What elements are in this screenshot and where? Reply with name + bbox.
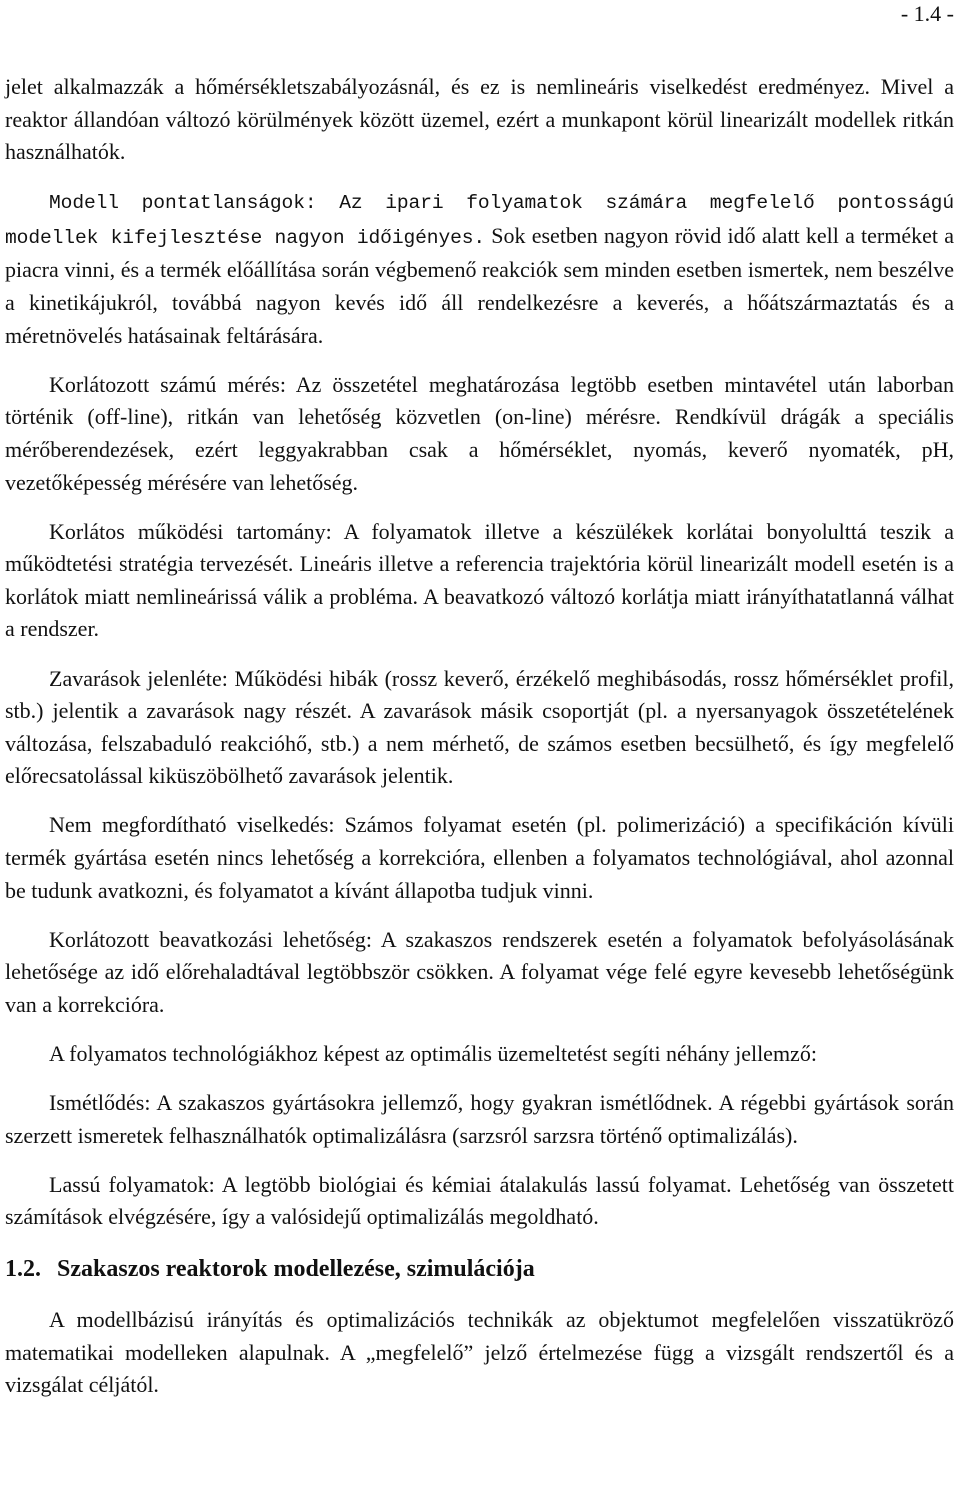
paragraph-model-based-control: A modellbázisú irányítás és optimalizációs technikák az objektumot megfelelően visszatükröző matematikai modelleken alapulnak. A „megfelelő” jelző értelmezése függ a vizsgált rendszertől és a vizsgálat céljától. <box>5 1306 954 1398</box>
paragraph-slow-processes: Lassú folyamatok: A legtöbb biológiai és kémiai átalakulás lassú folyamat. Lehetőség van összetett számítások elvégzésére, így a valósidejű optimalizálás megoldható. <box>5 1171 954 1230</box>
paragraph-irreversible-behavior: Nem megfordítható viselkedés: Számos folyamat esetén (pl. polimerizáció) a specifikáción kívüli termék gyártása esetén nincs lehetőség a korrekcióra, ellenben a folyamatos technológiával, ahol azonnal be tudunk avatkozni, és folyamatot a kívánt állapotba tudjuk vinni. <box>5 812 954 903</box>
paragraph-continuation: jelet alkalmazzák a hőmérsékletszabályozásnál, és ez is nemlineáris viselkedést eredményez. Mivel a reaktor állandóan változó körülmények között üzemel, ezért a munkapont körül linearizált modellek ritkán használhatók. <box>5 74 954 165</box>
page-number: - 1.4 - <box>900 1 954 26</box>
paragraph-limited-measurement: Korlátozott számú mérés: Az összetétel meghatározása legtöbb esetben mintavétel után laborban történik (off-line), ritkán van lehetőség közvetlen (on-line) mérésre. Rendkívül drágák a speciális mérőberendezések, ezért leggyakrabban csak a hőmérséklet, nyomás, keverő nyomaték, pH, vezetőképesség mérésére van lehetőség. <box>5 371 954 495</box>
section-number: 1.2. <box>5 1255 41 1282</box>
section-heading <box>5 1253 954 1285</box>
section-title: Szakaszos reaktorok modellezése, szimulációja <box>57 1255 535 1282</box>
paragraph-model-inaccuracy-body: Sok esetben nagyon rövid idő alatt kell a terméket a piacra vinni, és a termék előállítása során végbemenő reakciók sem minden esetben ismertek, nem beszélve a kinetikájukról, továbbá nagyon kevés idő áll rendelkezésre a keverés, a hőátszármaztatás és a méretnövelés hatásainak feltárására. <box>5 222 954 348</box>
paragraph-characteristics-intro: A folyamatos technológiákhoz képest az optimális üzemeltetést segíti néhány jellemző: <box>49 1040 817 1066</box>
paragraph-disturbances: Zavarások jelenléte: Működési hibák (rossz keverő, érzékelő meghibásodás, rossz hőmérséklet profil, stb.) jelentik a zavarások nagy részét. A zavarások másik csoportját (pl. a nyersanyagok összetételének változása, felszabaduló reakcióhő, stb.) a nem mérhető, de számos esetben becsülhető, és így megfelelő előrecsatolással kiküszöbölhető zavarások jelentik. <box>5 665 954 789</box>
paragraph-limited-operating-range: Korlátos működési tartomány: A folyamatok illetve a készülékek korlátai bonyolulttá teszik a működtetési stratégia tervezését. Lineáris illetve a referencia trajektória körül linearizált modell esetén is a korlátok miatt nemlineárissá válik a probléma. A beavatkozó változó korlátja miatt irányíthatatlanná válhat a rendszer. <box>5 518 954 642</box>
paragraph-repetition: Ismétlődés: A szakaszos gyártásokra jellemző, hogy gyakran ismétlődnek. A régebbi gyártások során szerzett ismeretek felhasználhatók optimalizálásra (sarzsról sarzsra történő optimalizálás). <box>5 1090 954 1148</box>
page-content <box>5 71 954 1418</box>
paragraph-model-inaccuracy-lead: Modell pontatlanságok: Az ipari folyamatok számára megfelelő pontosságú modellek kifejlesztése nagyon időigényes. <box>5 192 954 249</box>
paragraph-model-inaccuracy <box>5 185 954 352</box>
paragraph-limited-intervention: Korlátozott beavatkozási lehetőség: A szakaszos rendszerek esetén a folyamatok befolyásolásának lehetősége az idő előrehaladtával legtöbbször csökken. A folyamat vége felé egyre kevesebb lehetőségünk van a korrekcióra. <box>5 926 954 1017</box>
